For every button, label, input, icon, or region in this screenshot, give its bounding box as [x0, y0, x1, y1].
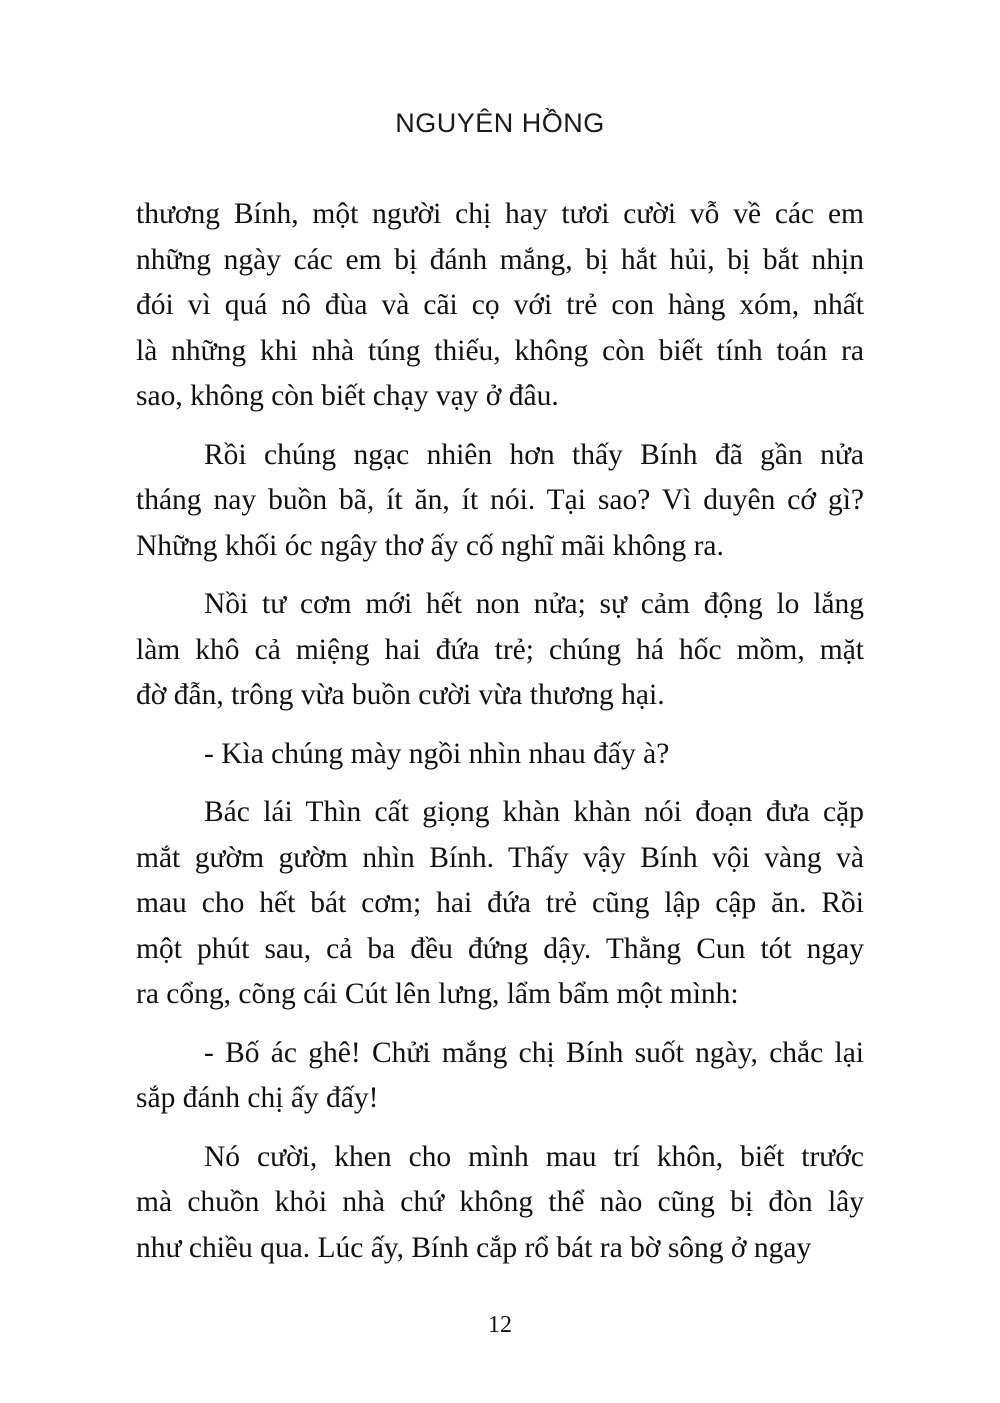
text-line: đờ đẫn, trông vừa buồn cười vừa thương hại. — [136, 679, 665, 711]
paragraph — [136, 732, 864, 778]
text-line: Bác lái Thìn cất giọng khàn khàn nói đoạn đưa cặp — [204, 796, 864, 828]
running-head-author: NGUYÊN HỒNG — [395, 108, 605, 138]
text-line: mắt gườm gườm nhìn Bính. Thấy vậy Bính vội vàng và — [136, 841, 864, 874]
paragraph — [136, 433, 864, 570]
text-line: tháng nay buồn bã, ít ăn, ít nói. Tại sao? Vì duyên cớ gì? — [136, 484, 864, 516]
text-line: - Kìa chúng mày ngồi nhìn nhau đấy à? — [204, 737, 670, 770]
paragraph — [136, 1031, 864, 1122]
page-number: 12 — [488, 1312, 512, 1338]
text-line: một phút sau, cả ba đều đứng dậy. Thằng Cun tót ngay — [136, 932, 864, 965]
text-line: mà chuồn khỏi nhà chứ không thể nào cũng bị đòn lây — [136, 1186, 864, 1218]
text-line: đói vì quá nô đùa và cãi cọ với trẻ con hàng xóm, nhất — [136, 289, 864, 321]
text-line: là những khi nhà túng thiếu, không còn biết tính toán ra — [136, 334, 864, 367]
text-line: sắp đánh chị ấy đấy! — [136, 1082, 379, 1114]
body-text — [136, 192, 864, 1284]
paragraph — [136, 192, 864, 420]
text-line: làm khô cả miệng hai đứa trẻ; chúng há hốc mồm, mặt — [136, 633, 864, 666]
text-line: Nồi tư cơm mới hết non nửa; sự cảm động lo lắng — [204, 588, 864, 620]
text-line: Rồi chúng ngạc nhiên hơn thấy Bính đã gần nửa — [204, 438, 864, 471]
text-line: - Bố ác ghê! Chửi mắng chị Bính suốt ngày, chắc lại — [204, 1036, 864, 1069]
text-line: sao, không còn biết chạy vạy ở đâu. — [136, 380, 559, 412]
text-line: thương Bính, một người chị hay tươi cười vỗ về các em — [136, 198, 864, 230]
paragraph — [136, 582, 864, 719]
paragraph — [136, 790, 864, 1018]
text-line: như chiều qua. Lúc ấy, Bính cắp rổ bát ra bờ sông ở ngay — [136, 1231, 812, 1264]
text-line: mau cho hết bát cơm; hai đứa trẻ cũng lập cập ăn. Rồi — [136, 887, 864, 919]
text-line: những ngày các em bị đánh mắng, bị hắt hủi, bị bắt nhịn — [136, 243, 864, 276]
text-line: ra cổng, cõng cái Cút lên lưng, lẩm bẩm một mình: — [136, 978, 739, 1010]
text-line: Những khối óc ngây thơ ấy cố nghĩ mãi không ra. — [136, 529, 724, 562]
paragraph — [136, 1135, 864, 1272]
text-line: Nó cười, khen cho mình mau trí khôn, biết trước — [204, 1140, 864, 1173]
